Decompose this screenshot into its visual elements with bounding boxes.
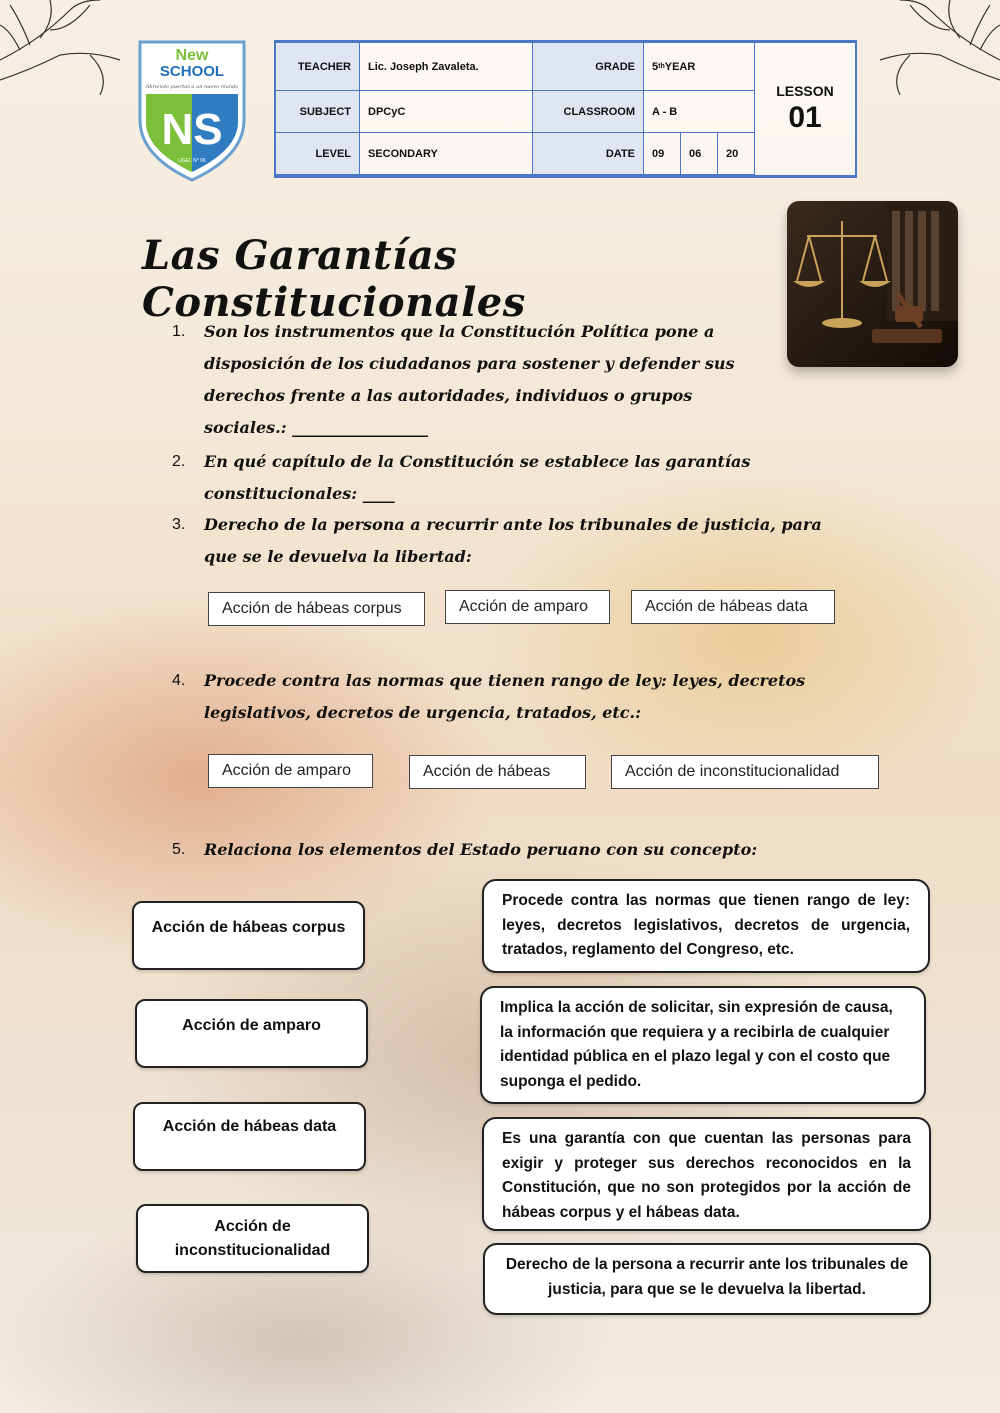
question-text: Procede contra las normas que tienen rango de ley: leyes, decretos legislativos, decretos de urgencia, tratados, etc.: [204, 671, 806, 722]
school-logo [136, 38, 248, 182]
q4-option-inconstitucionalidad[interactable]: Acción de inconstitucionalidad [611, 755, 879, 789]
logo-initials: NS [161, 105, 223, 154]
logo-motto: Abriendo puertas a un nuevo mundo [145, 84, 239, 90]
grade-number: 5 [652, 60, 659, 73]
match-left-habeas-corpus[interactable]: Acción de hábeas corpus [132, 901, 365, 970]
level-value: SECONDARY [360, 133, 533, 175]
classroom-label: CLASSROOM [533, 91, 644, 133]
q3-option-habeas-corpus[interactable]: Acción de hábeas corpus [208, 592, 425, 626]
question-number: 1. [172, 323, 186, 340]
subject-value: DPCyC [360, 91, 533, 133]
question-text: Relaciona los elementos del Estado peruano con su concepto: [204, 840, 758, 859]
tree-decoration-left [0, 0, 130, 100]
question-number: 4. [172, 672, 186, 689]
subject-label: SUBJECT [276, 91, 360, 133]
q3-option-habeas-data[interactable]: Acción de hábeas data [631, 590, 835, 624]
date-day: 09 [644, 133, 681, 175]
logo-brand-top: New [175, 47, 209, 64]
lesson-number: 01 [788, 101, 822, 134]
q4-option-habeas[interactable]: Acción de hábeas [409, 755, 586, 789]
date-year: 20 [718, 133, 755, 175]
header-info-table [274, 40, 857, 178]
tree-decoration-right [870, 0, 1000, 100]
question-text: En qué capítulo de la Constitución se establece las garantías constitucionales: ____ [204, 452, 751, 503]
match-left-amparo[interactable]: Acción de amparo [135, 999, 368, 1068]
teacher-label: TEACHER [276, 43, 360, 91]
question-number: 2. [172, 453, 186, 470]
match-right-habeas-data-def[interactable]: Implica la acción de solicitar, sin expresión de causa, la información que requiera y a recibirla de cualquier identidad pública en el plazo legal y con el costo que suponga el pedido. [480, 986, 926, 1104]
question-text: Son los instrumentos que la Constitución Política pone a disposición de los ciudadanos para sostener y defender sus derechos frente a las autoridades, individuos o grupos sociales.: _________________ [204, 322, 735, 437]
logo-brand-bottom: SCHOOL [159, 63, 225, 80]
lesson-box [755, 43, 855, 175]
date-label: DATE [533, 133, 644, 175]
match-right-amparo-def[interactable]: Es una garantía con que cuentan las personas para exigir y proteger sus derechos reconocidos en la Constitución, que no son protegidos por la acción de hábeas corpus y el hábeas data. [482, 1117, 931, 1231]
q3-option-amparo[interactable]: Acción de amparo [445, 590, 610, 624]
grade-suffix: th [658, 63, 665, 70]
question-2 [172, 446, 872, 510]
match-left-habeas-data[interactable]: Acción de hábeas data [133, 1102, 366, 1171]
logo-ugel: UGEL N° 06 [178, 158, 206, 164]
question-number: 5. [172, 841, 186, 858]
classroom-value: A - B [644, 91, 755, 133]
date-month: 06 [681, 133, 718, 175]
grade-value [644, 43, 755, 91]
grade-rest: YEAR [664, 60, 696, 73]
question-text: Derecho de la persona a recurrir ante los tribunales de justicia, para que se le devuelva la libertad: [204, 515, 822, 566]
match-right-inconstitucionalidad-def[interactable]: Procede contra las normas que tienen rango de ley: leyes, decretos legislativos, decretos de urgencia, tratados, reglamento del Congreso, etc. [482, 879, 930, 973]
level-label: LEVEL [276, 133, 360, 175]
page-title: Las Garantías Constitucionales [142, 232, 526, 326]
question-4 [172, 665, 832, 729]
grade-label: GRADE [533, 43, 644, 91]
lesson-label: LESSON [776, 83, 834, 99]
question-5 [172, 834, 872, 866]
match-right-habeas-corpus-def[interactable]: Derecho de la persona a recurrir ante los tribunales de justicia, para que se le devuelva la libertad. [483, 1243, 931, 1315]
q4-option-amparo[interactable]: Acción de amparo [208, 754, 373, 788]
question-1 [172, 316, 762, 444]
justice-scale-image [787, 201, 958, 367]
match-left-inconstitucionalidad[interactable]: Acción de inconstitucionalidad [136, 1204, 369, 1273]
teacher-value: Lic. Joseph Zavaleta. [360, 43, 533, 91]
question-3 [172, 509, 832, 573]
question-number: 3. [172, 516, 186, 533]
